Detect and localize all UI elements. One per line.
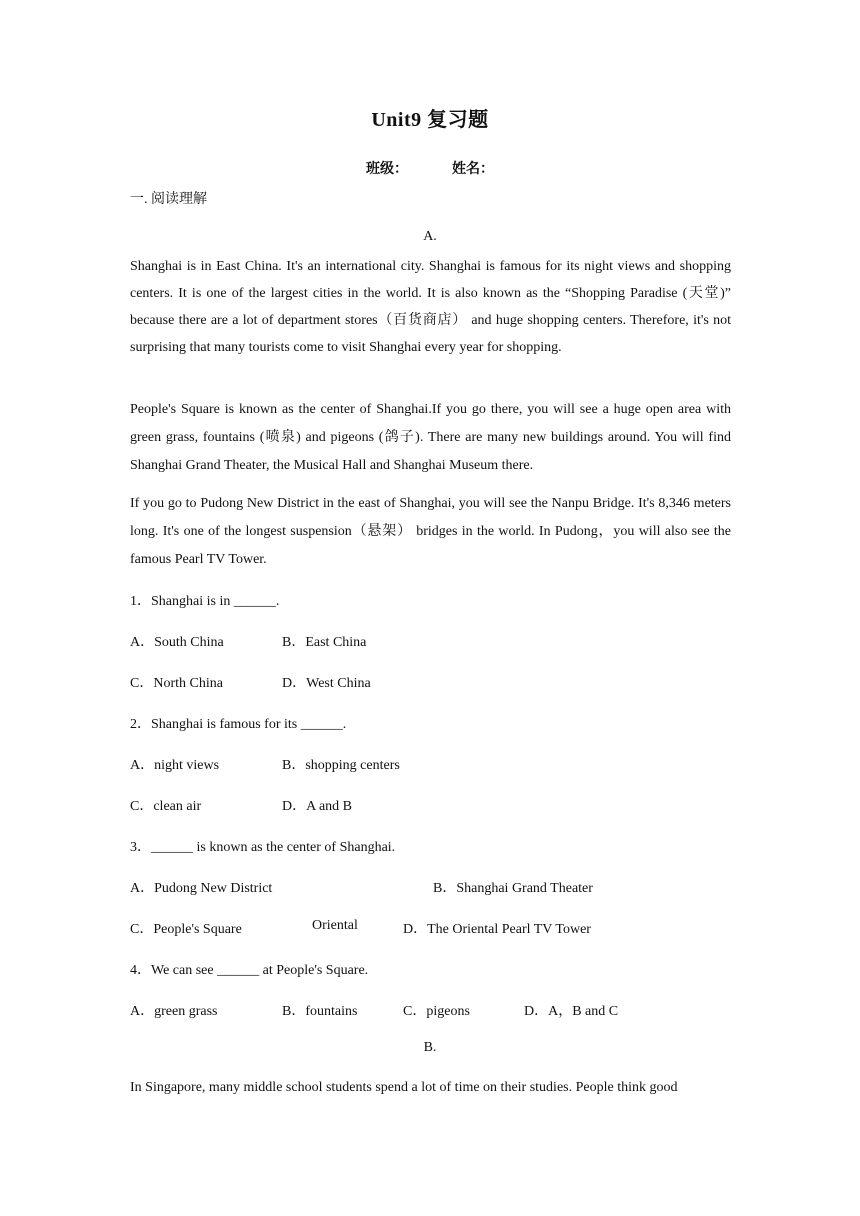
question-stem: 1．Shanghai is in ______. [130,594,280,609]
question-stem: 4．We can see ______ at People's Square. [130,963,369,978]
passage-a-paragraph: Shanghai is in East China. It's an international city. Shanghai is famous for its night views and shopping centers. It is one of the largest cities in the world. It is also known as the “Shopping Paradise (天堂)” because there are a lot of department stores（百货商店） and huge shopping centers. Therefore, it's not surprising that many tourists come to visit Shanghai every year for shopping. [130,259,731,355]
answer-option: C．North China [130,676,223,691]
answer-option: B．Shanghai Grand Theater [433,881,593,896]
answer-option-fragment: Oriental [312,918,358,933]
answer-option: C．clean air [130,799,202,814]
answer-option: C．pigeons [403,1004,470,1019]
document-title: Unit9 复习题 [371,109,489,131]
answer-option: D．The Oriental Pearl TV Tower [403,922,591,937]
answer-option: A．Pudong New District [130,881,273,896]
answer-option: B．shopping centers [282,758,400,773]
question-stem: 2．Shanghai is famous for its ______. [130,717,347,732]
passage-b-paragraph: In Singapore, many middle school students spend a lot of time on their studies. People think good [130,1080,678,1095]
answer-option: C．People's Square [130,922,242,937]
name-label: 姓名： [452,162,494,177]
answer-option: A．green grass [130,1004,218,1019]
answer-option: D．A and B [282,799,352,814]
passage-a-paragraph: People's Square is known as the center of Shanghai.If you go there, you will see a huge open area with green grass, fountains (喷泉) and pigeons (鸽子). There are many new buildings around. You will find Shanghai Grand Theater, the Musical Hall and Shanghai Museum there. [130,402,731,473]
passage-a-paragraph: If you go to Pudong New District in the east of Shanghai, you will see the Nanpu Bridge. It's 8,346 meters long. It's one of the longest suspension（悬架） bridges in the world. In Pudong，you will also see the famous Pearl TV Tower. [130,496,731,567]
answer-option: D．West China [282,676,371,691]
student-info [0,158,860,178]
section-heading: 一. 阅读理解 [130,192,207,207]
answer-option: B．fountains [282,1004,358,1019]
answer-option: A．South China [130,635,224,650]
class-label: 班级： [366,162,408,177]
answer-option: D．A，B and C [524,1004,619,1019]
question-stem: 3．______ is known as the center of Shanghai. [130,840,396,855]
passage-b-label: B. [423,1040,437,1055]
passage-a-label: A. [423,229,437,244]
answer-option: B．East China [282,635,367,650]
answer-option: A．night views [130,758,220,773]
